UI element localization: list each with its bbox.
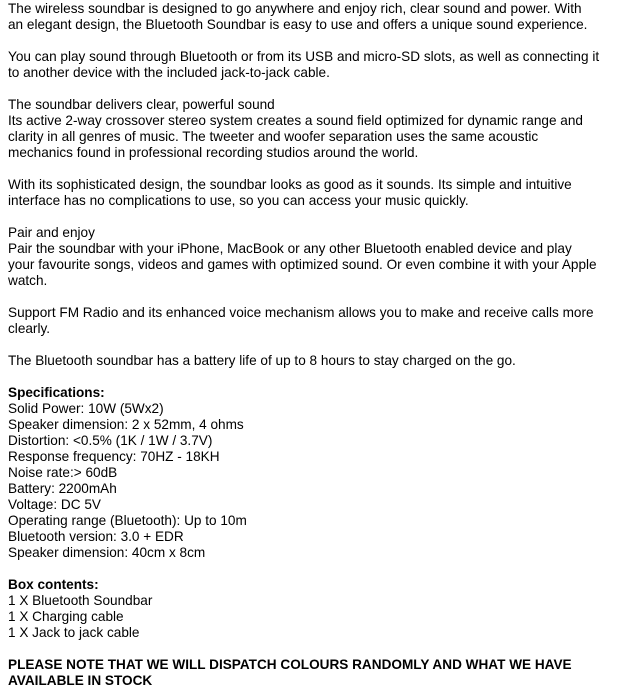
spec-item: Solid Power: 10W (5Wx2) bbox=[8, 401, 164, 416]
spec-item: Operating range (Bluetooth): Up to 10m bbox=[8, 513, 247, 528]
spec-item: Distortion: <0.5% (1K / 1W / 3.7V) bbox=[8, 433, 213, 448]
text-line: Support FM Radio and its enhanced voice mechanism allows you to make and receive calls more bbox=[8, 305, 594, 320]
box-item: 1 X Charging cable bbox=[8, 609, 124, 624]
section-subtitle: Pair and enjoy bbox=[8, 225, 95, 240]
spec-item: Response frequency: 70HZ - 18KH bbox=[8, 449, 220, 464]
specifications-heading: Specifications: bbox=[8, 385, 105, 400]
text-line: You can play sound through Bluetooth or from its USB and micro-SD slots, as well as connecting it bbox=[8, 49, 600, 64]
connectivity-paragraph bbox=[8, 49, 626, 81]
notice-line: PLEASE NOTE THAT WE WILL DISPATCH COLOURS RANDOMLY AND WHAT WE HAVE bbox=[8, 657, 572, 672]
text-line: your favourite songs, videos and games with optimized sound. Or even combine it with your Apple bbox=[8, 257, 597, 272]
box-item: 1 X Jack to jack cable bbox=[8, 625, 140, 640]
intro-paragraph bbox=[8, 1, 626, 33]
text-line: With its sophisticated design, the soundbar looks as good as it sounds. Its simple and intuitive bbox=[8, 177, 572, 192]
text-line: an elegant design, the Bluetooth Soundbar is easy to use and offers a unique sound experience. bbox=[8, 17, 588, 32]
design-paragraph bbox=[8, 177, 626, 209]
text-line: mechanics found in professional recording studios around the world. bbox=[8, 145, 419, 160]
notice-line: AVAILABLE IN STOCK bbox=[8, 673, 153, 688]
spec-item: Voltage: DC 5V bbox=[8, 497, 101, 512]
text-line: to another device with the included jack-to-jack cable. bbox=[8, 65, 330, 80]
text-line: Pair the soundbar with your iPhone, MacBook or any other Bluetooth enabled device and play bbox=[8, 241, 572, 256]
battery-paragraph bbox=[8, 353, 626, 369]
text-line: The Bluetooth soundbar has a battery life of up to 8 hours to stay charged on the go. bbox=[8, 353, 516, 368]
spec-item: Bluetooth version: 3.0 + EDR bbox=[8, 529, 184, 544]
section-subtitle: The soundbar delivers clear, powerful sound bbox=[8, 97, 275, 112]
spec-item: Speaker dimension: 2 x 52mm, 4 ohms bbox=[8, 417, 244, 432]
text-line: clearly. bbox=[8, 321, 51, 336]
radio-paragraph bbox=[8, 305, 626, 337]
pairing-paragraph bbox=[8, 225, 626, 289]
spec-item: Speaker dimension: 40cm x 8cm bbox=[8, 545, 206, 560]
product-description bbox=[8, 1, 626, 689]
dispatch-notice bbox=[8, 657, 626, 689]
text-line: The wireless soundbar is designed to go anywhere and enjoy rich, clear sound and power. With bbox=[8, 1, 582, 16]
text-line: watch. bbox=[8, 273, 48, 288]
spec-item: Battery: 2200mAh bbox=[8, 481, 117, 496]
text-line: clarity in all genres of music. The tweeter and woofer separation uses the same acoustic bbox=[8, 129, 539, 144]
box-item: 1 X Bluetooth Soundbar bbox=[8, 593, 153, 608]
text-line: Its active 2-way crossover stereo system creates a sound field optimized for dynamic range and bbox=[8, 113, 583, 128]
sound-paragraph bbox=[8, 97, 626, 161]
box-contents-section bbox=[8, 577, 626, 641]
text-line: interface has no complications to use, so you can access your music quickly. bbox=[8, 193, 469, 208]
box-contents-heading: Box contents: bbox=[8, 577, 99, 592]
spec-item: Noise rate:> 60dB bbox=[8, 465, 118, 480]
specifications-section bbox=[8, 385, 626, 561]
